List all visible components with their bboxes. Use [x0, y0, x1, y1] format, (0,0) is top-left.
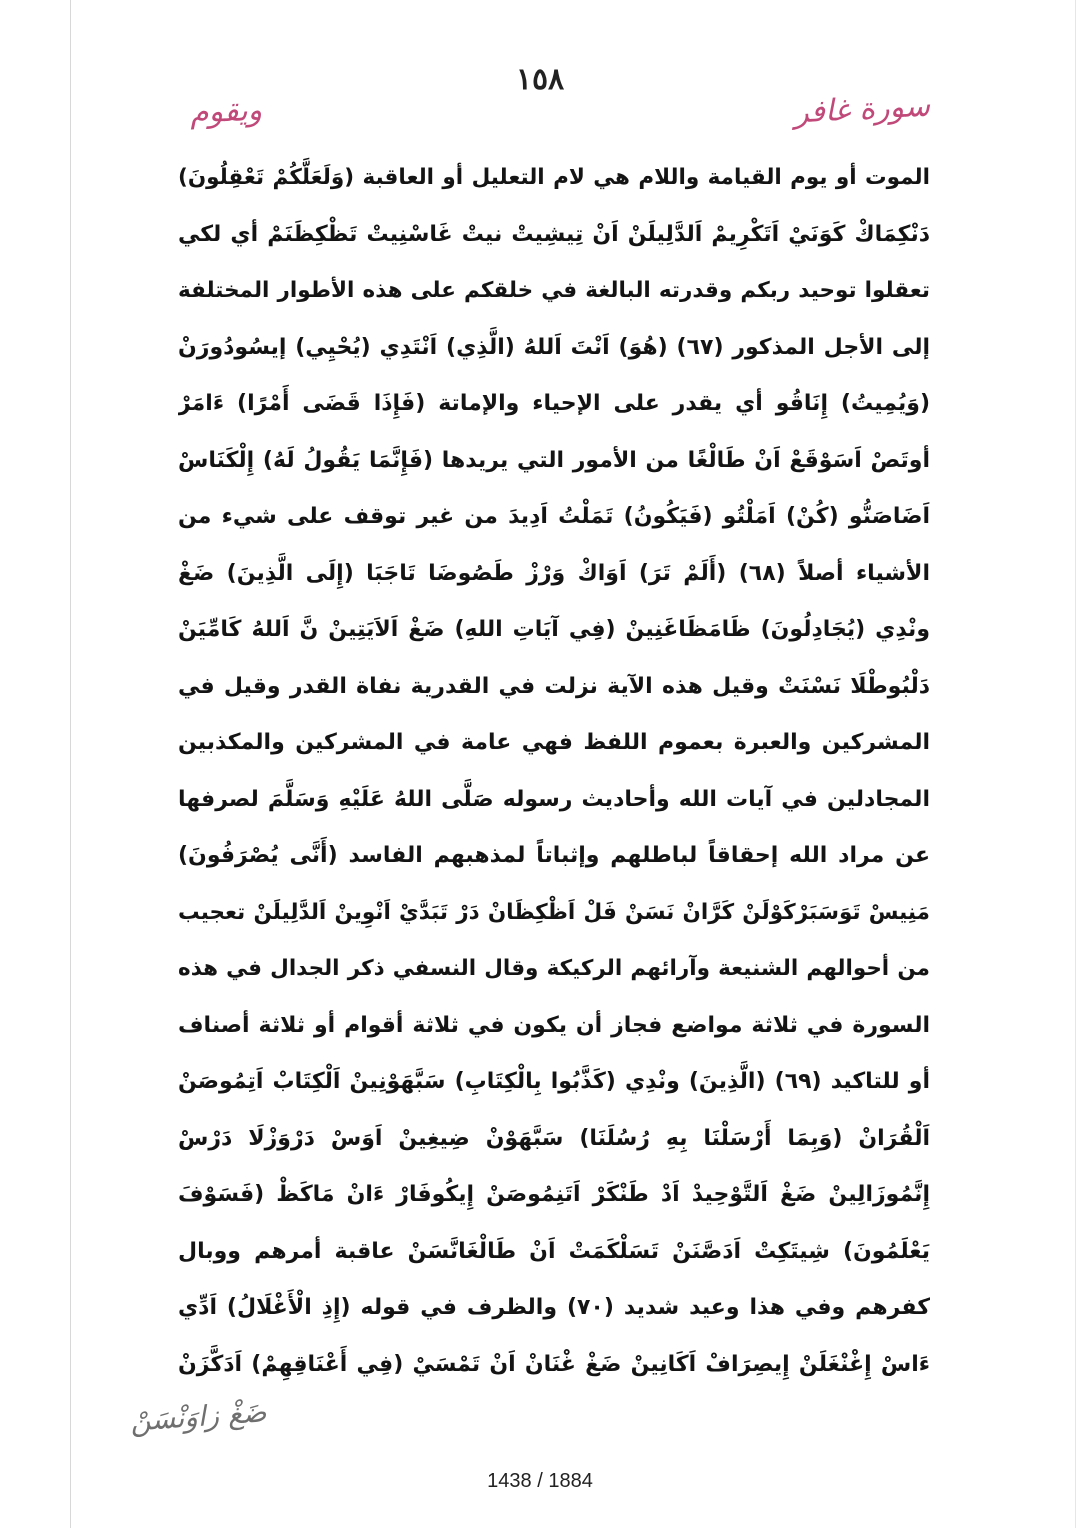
page-counter: 1438 / 1884 [487, 1470, 593, 1492]
text-line: ءَاسْ إِغْنْغَلَنْ إِيصِرَافْ اَكَانِينْ ضَغْ غْنَانْ اَنْ تَمْسَيْ (فِي أَعْنَاقِهِمْ) اَدَكَّزَنْ [178, 1351, 930, 1377]
page-number: ١٥٨ [515, 62, 565, 97]
text-line: كفرهم وفي هذا وعيد شديد (٧٠) والظرف في قوله (إِذِ الْأَغْلَالُ) اَدِّي [178, 1295, 930, 1320]
text-line: (وَيُمِيتُ) إِنَاقُو أي يقدر على الإحياء والإماتة (فَإِذَا قَضَى أَمْرًا) ءَامَرْ [178, 391, 930, 416]
text-line: إِنَّمُوزَالِينْ ضَغْ اَلتَّوْحِيدْ اَدْ طَنْكَرْ اَتَنِمُوصَنْ إِيكُوفَارْ ءَانْ مَاكَظْ (فَسَوْفَ [178, 1182, 930, 1207]
page-body-text [178, 150, 930, 1393]
text-line: مَنِيسْ تَوَسَبَرْكَوْلَنْ كَرَّانْ نَسَنْ فَلْ اَظْكِظَانْ دَرْ تَبَدَّيْ اَنْوِينْ اَلدَّلِيلَنْ تعجيب [178, 899, 930, 925]
handwritten-surah-note: سورة غافر [793, 88, 931, 131]
text-line: دَلْبُوطْلَا نَسْنَتْ وقيل هذه الآية نزلت في القدرية نفاة القدر وقيل في [178, 673, 930, 699]
text-line: الموت أو يوم القيامة واللام هي لام التعليل أو العاقبة (وَلَعَلَّكُمْ تَعْقِلُونَ) [178, 165, 930, 190]
text-line: أو للتاكيد (٦٩) (الَّذِينَ) ونْدِي (كَذَّبُوا بِالْكِتَابِ) سَبَّهَوْنِينْ اَلْكِتَابْ اَتِمُوصَنْ [178, 1069, 930, 1094]
handwritten-footer-note: ضَغْ زاوَنْسَنْ [129, 1395, 268, 1438]
text-line: دَنْكِمَاكْ كَوَنَيْ اَتَكْرِيمْ اَلدَّلِيلَنْ اَنْ تِيشِيتْ نيتْ غَاسْنِيتْ تَظْكِظَنَمْ أي لكي [178, 221, 930, 247]
text-line: يَعْلَمُونَ) شِيتَكِتْ اَدَصَّنَنْ تَسَلْكَمَتْ اَنْ طَالْغَانَّسَنْ عاقبة أمرهم ووبال [178, 1238, 930, 1264]
text-line: المجادلين في آيات الله وأحاديث رسوله صَلَّى اللهُ عَلَيْهِ وَسَلَّمَ لصرفها [178, 786, 930, 812]
text-line: تعقلوا توحيد ربكم وقدرته البالغة في خلقكم على هذه الأطوار المختلفة [178, 278, 930, 303]
text-line: اَضَاصَنُّو (كُنْ) اَمَلْتُو (فَيَكُونُ) تَمَلْتُ اَدِيدَ من غير توقف على شيء من [178, 504, 930, 529]
text-line: ونْدِي (يُجَادِلُونَ) ظَامَظَاغَنِينْ (فِي آيَاتِ اللهِ) ضَغْ اَلاَيَتِينْ نَّ اَللهُ كَامِّيَنْ [178, 617, 930, 642]
text-line: المشركين والعبرة بعموم اللفظ فهي عامة في المشركين والمكذبين [178, 730, 930, 755]
text-line: أوتَصْ اَسَوْقَعْ اَنْ طَالْغًا من الأمور التي يريدها (فَإِنَّمَا يَقُولُ لَهُ) إِلْكَنَاسْ [178, 447, 930, 473]
text-line: عن مراد الله إحقاقاً لباطلهم وإثباتاً لمذهبهم الفاسد (أَنَّى يُصْرَفُونَ) [178, 843, 930, 868]
text-line: إلى الأجل المذكور (٦٧) (هُوَ) اَنْتَ اَللهُ (الَّذِي) اَنْتَدِي (يُحْيِي) إيسُودُورَنْ [178, 334, 930, 360]
text-line: من أحوالهم الشنيعة وآرائهم الركيكة وقال النسفي ذكر الجدال في هذه [178, 956, 930, 981]
handwritten-catchword-note: ويقوم [189, 92, 263, 131]
text-line: اَلْقُرَانْ (وَبِمَا أَرْسَلْنَا بِهِ رُسُلَنَا) سَبَّهَوْنْ ضِيغِينْ اَوَسْ دَرْوَزْلَا دَرْسْ [178, 1125, 930, 1151]
text-line: الأشياء أصلاً (٦٨) (أَلَمْ تَرَ) اَوَاكْ وَرْزْ طَصُوضَا تَاجَبَا (إِلَى الَّذِينَ) ضَغْ [178, 560, 930, 586]
text-line: السورة في ثلاثة مواضع فجاز أن يكون في ثلاثة أقوام أو ثلاثة أصناف [178, 1012, 930, 1038]
